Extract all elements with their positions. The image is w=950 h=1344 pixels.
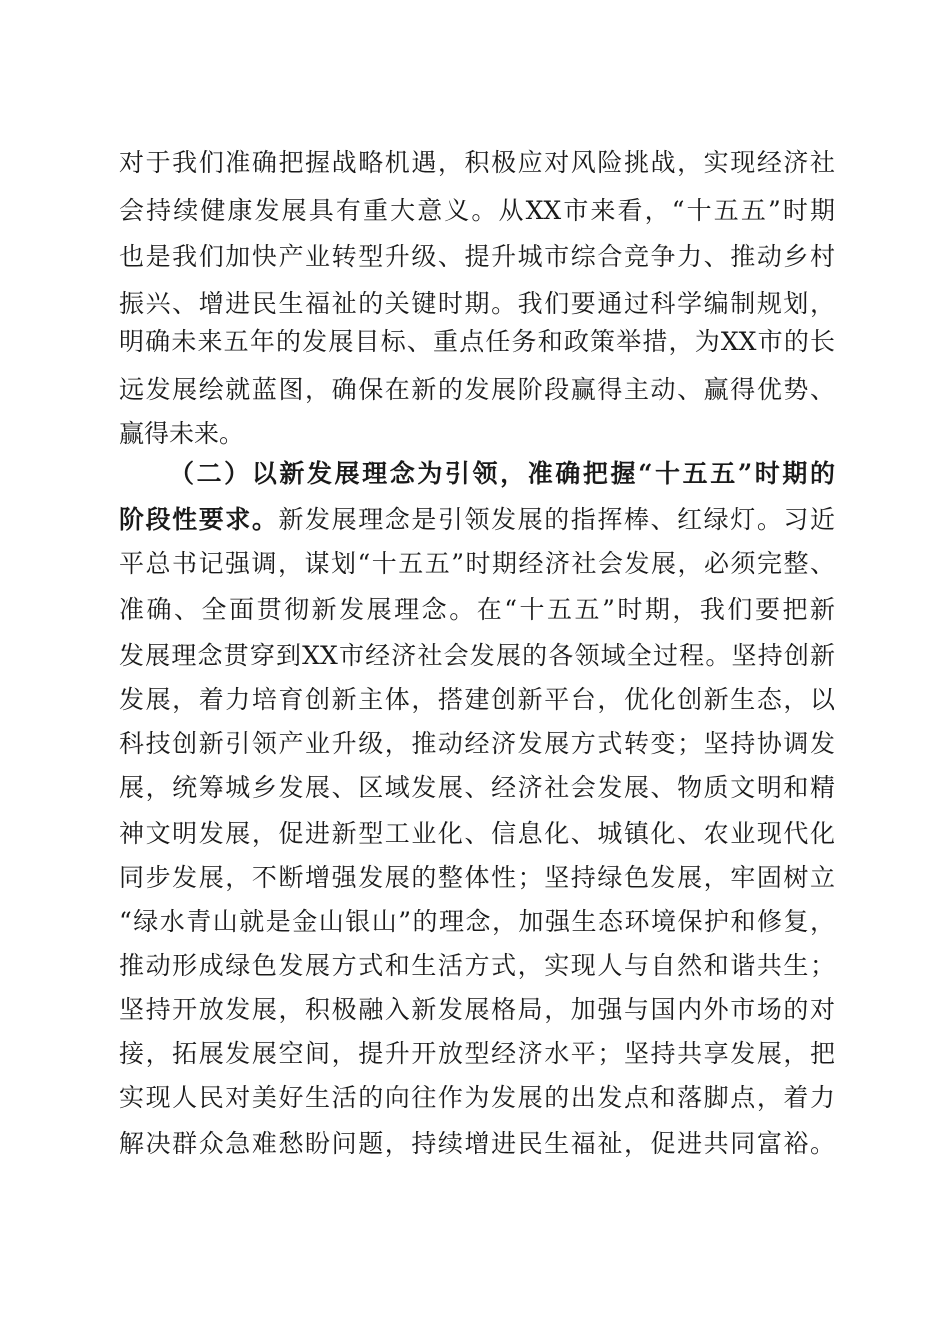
paragraph-line: 发展理念贯穿到XX市经济社会发展的各领域全过程。坚持创新 (119, 641, 835, 670)
section-heading: （二）以新发展理念为引领，准确把握“十五五”时期的 (169, 459, 835, 488)
paragraph-line: 准确、全面贯彻新发展理念。在“十五五”时期，我们要把新 (119, 595, 835, 624)
paragraph-line: 振兴、增进民生福祉的关键时期。我们要通过科学编制规划， (119, 289, 835, 318)
paragraph-line: 对于我们准确把握战略机遇，积极应对风险挑战，实现经济社 (119, 148, 835, 177)
paragraph-line: 也是我们加快产业转型升级、提升城市综合竞争力、推动乡村 (119, 242, 835, 271)
paragraph-line: 发展，着力培育创新主体，搭建创新平台，优化创新生态，以 (119, 685, 835, 714)
paragraph-line: 解决群众急难愁盼问题，持续增进民生福祉，促进共同富裕。 (119, 1129, 835, 1158)
paragraph-line: 科技创新引领产业升级，推动经济发展方式转变；坚持协调发 (119, 729, 835, 758)
paragraph-line: 平总书记强调，谋划“十五五”时期经济社会发展，必须完整、 (119, 549, 835, 578)
paragraph-line: 接，拓展发展空间，提升开放型经济水平；坚持共享发展，把 (119, 1039, 835, 1068)
paragraph-line: 赢得未来。 (119, 419, 245, 448)
paragraph-line: 同步发展，不断增强发展的整体性；坚持绿色发展，牢固树立 (119, 863, 835, 892)
paragraph-text: 新发展理念是引领发展的指挥棒、红绿灯。习近 (278, 505, 835, 534)
paragraph-line: 展，统筹城乡发展、区域发展、经济社会发展、物质文明和精 (119, 773, 835, 802)
paragraph-line: 坚持开放发展，积极融入新发展格局，加强与国内外市场的对 (119, 995, 835, 1024)
paragraph-line: “绿水青山就是金山银山”的理念，加强生态环境保护和修复， (119, 907, 835, 936)
paragraph-line (119, 496, 835, 544)
paragraph-line: 实现人民对美好生活的向往作为发展的出发点和落脚点，着力 (119, 1083, 835, 1112)
paragraph-line: 推动形成绿色发展方式和生活方式，实现人与自然和谐共生； (119, 951, 835, 980)
paragraph-line: 远发展绘就蓝图，确保在新的发展阶段赢得主动、赢得优势、 (119, 375, 835, 404)
section-heading-continuation: 阶段性要求。 (119, 505, 279, 534)
paragraph-line: 神文明发展，促进新型工业化、信息化、城镇化、农业现代化 (119, 819, 835, 848)
paragraph-line: 会持续健康发展具有重大意义。从XX市来看，“十五五”时期 (119, 196, 835, 225)
paragraph-line: 明确未来五年的发展目标、重点任务和政策举措，为XX市的长 (119, 327, 835, 356)
